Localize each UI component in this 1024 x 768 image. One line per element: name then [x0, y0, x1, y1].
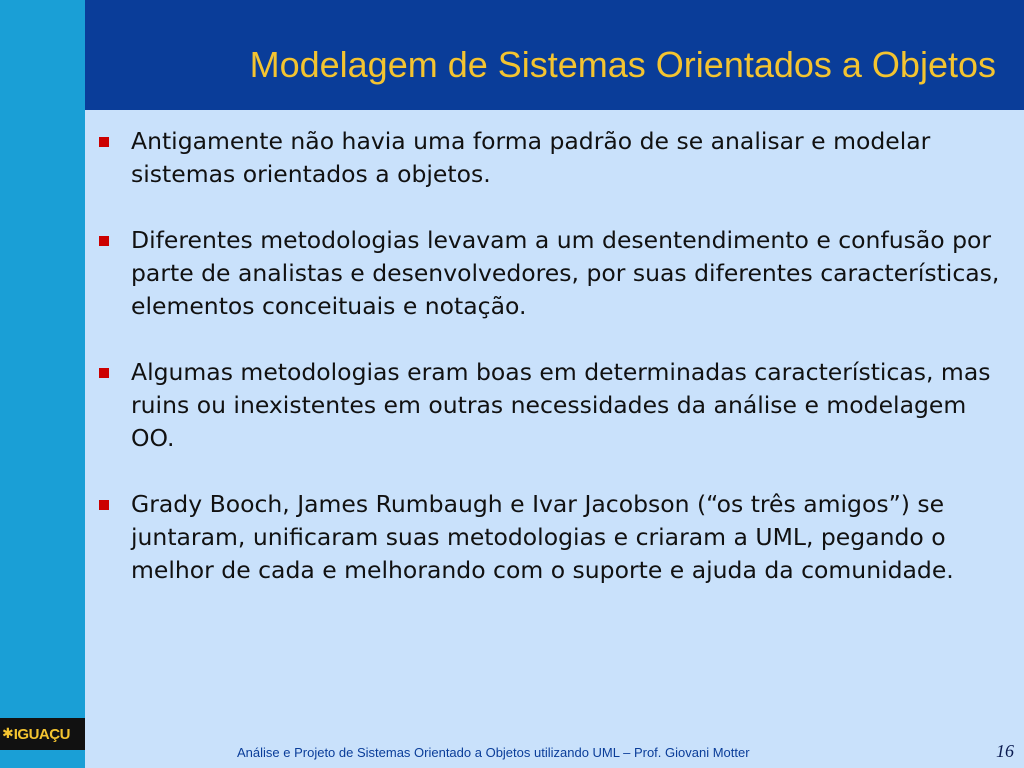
- bullet-text: Diferentes metodologias levavam a um desentendimento e confusão por parte de analistas e desenvolvedores, por suas diferentes características, elementos conceituais e notação.: [131, 226, 1000, 320]
- bullet-square-icon: [99, 368, 109, 378]
- left-accent-bar: [0, 0, 85, 768]
- bullet-square-icon: [99, 500, 109, 510]
- footer-text: Análise e Projeto de Sistemas Orientado a Objetos utilizando UML – Prof. Giovani Motter: [237, 745, 750, 760]
- bullet-text: Grady Booch, James Rumbaugh e Ivar Jacobson (“os três amigos”) se juntaram, unificaram suas metodologias e criaram a UML, pegando o melhor de cada e melhorando com o suporte e ajuda da comunidade.: [131, 490, 954, 584]
- slide-header: [85, 0, 1024, 110]
- institution-logo: [0, 718, 85, 750]
- bullet-item: [95, 488, 1010, 587]
- bullet-item: [95, 125, 1010, 191]
- bullet-list: [95, 125, 1010, 620]
- star-icon: ✱: [2, 726, 14, 742]
- bullet-text: Algumas metodologias eram boas em determinadas características, mas ruins ou inexistentes em outras necessidades da análise e modelagem OO.: [131, 358, 991, 452]
- logo-text: IGUAÇU: [13, 725, 70, 743]
- bullet-square-icon: [99, 137, 109, 147]
- slide-footer: [85, 741, 1024, 765]
- bullet-square-icon: [99, 236, 109, 246]
- page-number: 16: [996, 741, 1014, 761]
- bullet-item: [95, 356, 1010, 455]
- bullet-text: Antigamente não havia uma forma padrão de se analisar e modelar sistemas orientados a objetos.: [131, 127, 931, 188]
- bullet-item: [95, 224, 1010, 323]
- slide-title: Modelagem de Sistemas Orientados a Objetos: [249, 44, 996, 85]
